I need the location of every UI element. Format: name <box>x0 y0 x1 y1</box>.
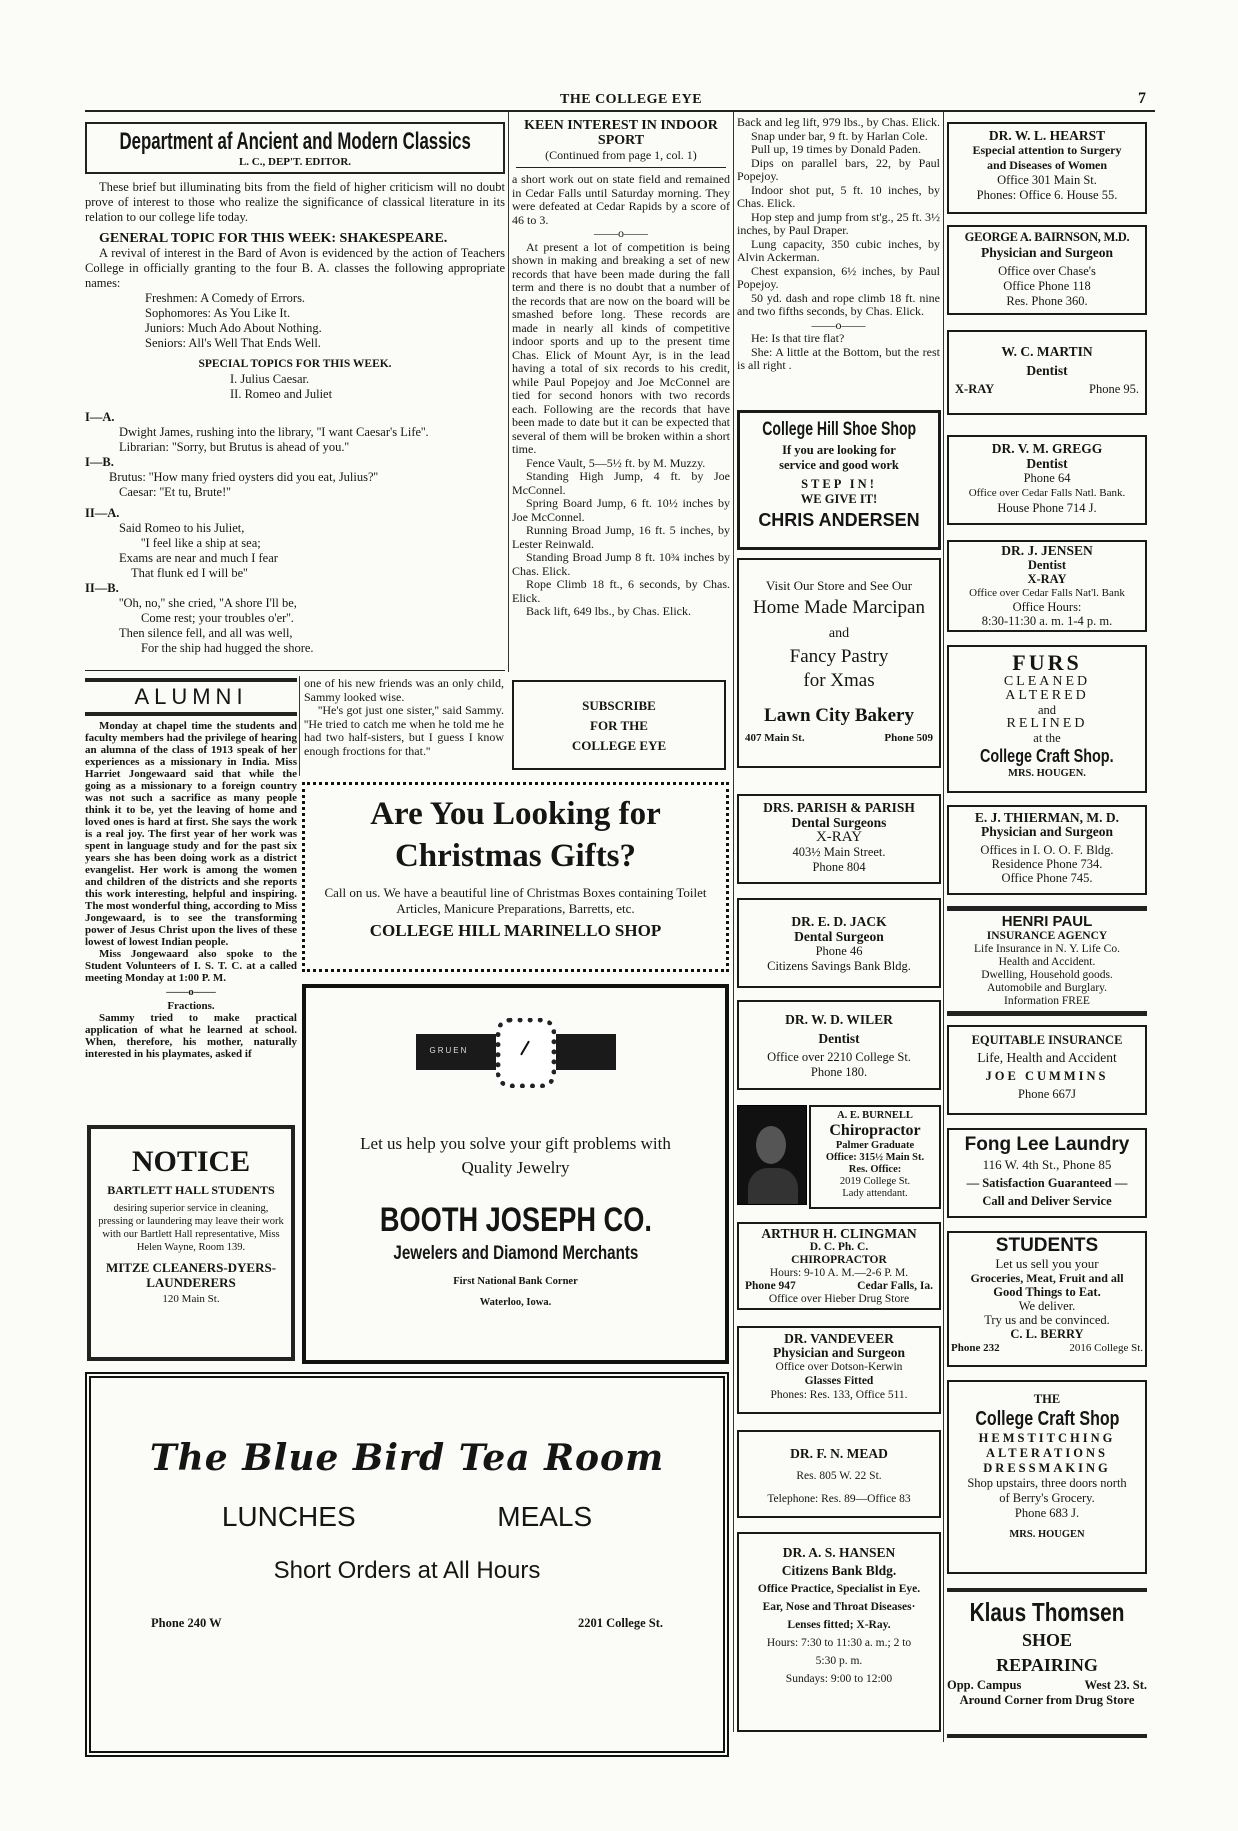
ad-line: College Craft Shop. <box>980 746 1114 766</box>
records-continued <box>737 116 940 373</box>
ad-line: THE <box>1033 1392 1061 1406</box>
ad-line: LUNCHES <box>221 1501 356 1532</box>
record: Standing High Jump, 4 ft. by Joe McConnel. <box>512 469 730 497</box>
class-name: Freshmen: A Comedy of Errors. <box>145 291 306 305</box>
ad-title: Fong Lee Laundry <box>964 1134 1130 1155</box>
ad-line: Citizens Bank Bldg. <box>781 1563 897 1578</box>
ad-line: House Phone 714 J. <box>997 501 1097 515</box>
class-name: Sophomores: As You Like It. <box>145 306 291 320</box>
ad-line: for Xmas <box>803 670 875 691</box>
furs-ad <box>947 645 1147 793</box>
ad-line: Phone 180. <box>810 1065 868 1079</box>
ad-line: Life Insurance in N. Y. Life Co. <box>974 943 1120 955</box>
ad-line: SHOE <box>1021 1630 1073 1650</box>
ad-title: E. J. THIERMAN, M. D. <box>974 810 1120 825</box>
class-name: Juniors: Much Ado About Nothing. <box>145 321 322 335</box>
ad-line: X-RAY <box>815 829 863 845</box>
joke-line: Brutus: ''How many fried oysters did you eat, Julius?'' <box>109 470 379 484</box>
record: Lung capacity, 350 cubic inches, by Alvin Ackerman. <box>737 236 940 264</box>
ad-title: DR. J. JENSEN <box>1001 543 1093 558</box>
sport-article <box>512 118 730 619</box>
classics-title: Department af Ancient and Modern Classics <box>119 128 471 155</box>
ad-line: Phone 947 <box>745 1280 796 1292</box>
sport-headline: KEEN INTEREST IN INDOOR SPORT <box>524 118 718 148</box>
ad-line: ALTERATIONS <box>986 1446 1108 1460</box>
ad-line: CHIROPRACTOR <box>791 1254 887 1266</box>
tea-room-phone: Phone 240 W <box>151 1616 222 1630</box>
ad-line: Phone 46 <box>815 944 863 958</box>
divider: ——o—— <box>166 986 216 998</box>
alumni-paragraph: Monday at chapel time the students and faculty members had the privilege of hearing an alumna of the class of 1913 speak of her experiences as a missionary in India. Miss Harriet Jongewaard said that while the going as a missionary to a foreign country was not such a sacrifice as many people think it to be, yet the leaving of home and loved ones is hard at first. She says the work is a real joy. The first year of her work was spent in language study and for the past six years she has been doing work as a district evangelist. Her work is among the women and children of the districts and she reports this work interesting, helpful and inspiring. The most wonderful thing, according to Miss Jongewaard, is to see the transforming power of Jesus Christ upon the lives of these lowest of lowest Indian people. <box>85 720 297 948</box>
column-rule <box>508 112 509 672</box>
ad-line: RELINED <box>1006 716 1088 731</box>
bakery-ad <box>737 558 941 768</box>
gregg-ad <box>947 435 1147 525</box>
christmas-gifts-ad <box>302 782 729 972</box>
ad-line: Office Hours: <box>1012 600 1082 614</box>
joke-line: Dwight James, rushing into the library, ''I want Caesar's Life''. <box>119 425 429 439</box>
fractions-continued <box>304 677 504 758</box>
clingman-ad <box>737 1222 941 1310</box>
joke-line: Librarian: ''Sorry, but Brutus is ahead of you.'' <box>119 440 350 454</box>
ad-title: DR. A. S. HANSEN <box>782 1545 896 1560</box>
ad-title: DR. VANDEVEER <box>784 1331 894 1346</box>
ad-line: JOE CUMMINS <box>985 1069 1109 1083</box>
ad-title: College Craft Shop <box>974 1408 1119 1430</box>
ad-line: service and good work <box>779 458 899 472</box>
portrait-icon <box>756 1126 786 1164</box>
ad-line: Dental Surgeons <box>791 815 887 830</box>
notice-body: desiring superior service in cleaning, pressing or laundering may leave their work with our Bartlett Hall representative, Miss Helen Wayne, Room 139. <box>98 1203 284 1253</box>
ad-line: Office over 2210 College St. <box>767 1050 911 1064</box>
ad-line: STEP IN! <box>801 477 877 491</box>
ad-line: First National Bank Corner <box>453 1276 578 1287</box>
column-rule <box>733 112 734 1732</box>
ad-line: at the <box>1033 731 1061 745</box>
ad-line: ALTERED <box>1005 688 1089 703</box>
subscribe-line: SUBSCRIBE <box>582 698 656 713</box>
section-label: I—A. <box>85 410 115 424</box>
ad-line: Try us and be convinced. <box>984 1313 1110 1327</box>
ad-title: DRS. PARISH & PARISH <box>763 800 915 815</box>
record: Fence Vault, 5—5½ ft. by M. Muzzy. <box>526 455 706 470</box>
tea-room-address: 2201 College St. <box>577 1616 663 1630</box>
jack-ad <box>737 898 941 988</box>
ad-title: DR. W. L. HEARST <box>988 128 1106 143</box>
ad-title: EQUITABLE INSURANCE <box>971 1033 1123 1047</box>
ad-line: and <box>828 626 850 641</box>
ad-line: Waterloo, Iowa. <box>479 1297 552 1308</box>
ad-line: Phone 232 <box>951 1342 1000 1354</box>
ad-line: Physician and Surgeon <box>980 245 1114 260</box>
divider: ——o—— <box>594 226 648 240</box>
topic: II. Romeo and Juliet <box>230 387 333 401</box>
alumni-heading: ALUMNI <box>134 684 248 709</box>
record: Standing Broad Jump 8 ft. 10¾ inches by Chas. Elick. <box>512 550 730 578</box>
bakery-phone: Phone 509 <box>884 732 933 744</box>
bakery-address: 407 Main St. <box>745 732 805 744</box>
notice-ad <box>87 1125 295 1361</box>
ad-line: INSURANCE AGENCY <box>986 930 1108 942</box>
ad-body: Call on us. We have a beautiful line of Christmas Boxes containing Toilet Articles, Manicure Preparations, Barretts, etc. <box>324 885 707 916</box>
ad-title: Klaus Thomsen <box>969 1597 1125 1627</box>
hansen-ad <box>737 1532 941 1732</box>
ad-line: Short Orders at All Hours <box>273 1557 541 1584</box>
notice-subtitle: BARTLETT HALL STUDENTS <box>107 1183 275 1197</box>
henri-paul-ad <box>947 906 1147 1016</box>
record: Hop step and jump from st'g., 25 ft. 3½ inches, by Paul Draper. <box>737 209 940 237</box>
ad-line: Especial attention to Surgery <box>972 143 1122 157</box>
ad-title: FURS <box>1012 650 1082 675</box>
ad-body: Let us help you solve your gift problems with Quality Jewelry <box>360 1134 671 1177</box>
record: Back lift, 649 lbs., by Chas. Elick. <box>526 604 691 618</box>
subscribe-line: COLLEGE EYE <box>571 738 667 753</box>
ad-line: Office Phone 118 <box>1003 279 1091 293</box>
divider <box>85 670 505 671</box>
ad-title: HENRI PAUL <box>1001 913 1093 930</box>
company-name: BOOTH JOSEPH CO. <box>379 1201 652 1239</box>
section-label: II—B. <box>85 581 119 595</box>
ad-line: Phone 667J <box>1018 1087 1076 1101</box>
ad-line: Physician and Surgeon <box>980 824 1114 839</box>
ad-line: Hours: 7:30 to 11:30 a. m.; 2 to <box>766 1637 912 1649</box>
ad-line: Dentist <box>1026 363 1068 378</box>
ad-title: STUDENTS <box>995 1235 1099 1256</box>
ad-line: Opp. Campus <box>947 1678 1022 1692</box>
ad-line: C. L. BERRY <box>1010 1327 1084 1341</box>
ad-title: A. E. BURNELL <box>837 1110 913 1121</box>
ad-line: Good Things to Eat. <box>993 1285 1101 1299</box>
verse-line: That flunk ed I will be'' <box>131 566 248 580</box>
ad-line: Offices in I. O. O. F. Bldg. <box>980 843 1114 857</box>
alumni-section <box>85 678 297 1060</box>
ad-title: DR. V. M. GREGG <box>991 441 1103 456</box>
ad-headline: Are You Looking for <box>370 796 661 832</box>
verse-line: Then silence fell, and all was well, <box>119 626 293 640</box>
ad-line: Information FREE <box>1004 995 1090 1007</box>
masthead-title: THE COLLEGE EYE <box>560 92 703 107</box>
classics-intro: These brief but illuminating bits from the field of higher criticism will no doubt prove of interest to those who realize the significance of classical literature in its relation to our college life today. <box>85 180 505 224</box>
ad-title: GEORGE A. BAIRNSON, M.D. <box>964 230 1130 244</box>
ad-line: Dental Surgeon <box>794 929 884 944</box>
ad-line: MRS. HOUGEN <box>1009 1529 1085 1540</box>
ad-line: If you are looking for <box>782 443 896 457</box>
ad-line: Office over Chase's <box>998 264 1096 278</box>
ad-line: CLEANED <box>1003 674 1091 689</box>
tea-room-name: The Blue Bird Tea Room <box>149 1437 665 1479</box>
ad-line: and <box>1037 703 1057 717</box>
ad-line: MRS. HOUGEN. <box>1008 768 1086 779</box>
parish-ad <box>737 794 941 884</box>
classics-title-box <box>85 122 505 174</box>
ad-line: Let us sell you your <box>995 1256 1099 1271</box>
ad-line: Phone 95. <box>1089 382 1139 396</box>
verse-line: ''I feel like a ship at sea; <box>141 536 261 550</box>
craft-shop-ad <box>947 1380 1147 1574</box>
joke-line: He: Is that tire flat? <box>751 331 845 345</box>
ad-line: 403½ Main Street. <box>792 845 886 859</box>
ad-line: Phones: Res. 133, Office 511. <box>770 1389 908 1401</box>
classics-revival: A revival of interest in the Bard of Avon is evidenced by the action of Teachers College in officially granting to the four B. A. classes the following appropriate names: <box>85 246 505 290</box>
booth-joseph-ad <box>302 984 729 1364</box>
record: Dips on parallel bars, 22, by Paul Popejoy. <box>737 155 940 183</box>
burnell-photo <box>737 1105 807 1205</box>
ad-line: Res. Phone 360. <box>1006 294 1088 308</box>
fractions-paragraph: ''He's got just one sister,'' said Sammy. ''He tried to catch me when he told me he had two half-sisters, but I guess I know enough froctions for that.'' <box>304 703 504 758</box>
wiler-ad <box>737 1000 941 1090</box>
ad-line: Phone 683 J. <box>1014 1506 1080 1520</box>
vandeveer-ad <box>737 1326 941 1414</box>
ad-line: 8:30-11:30 a. m. 1-4 p. m. <box>981 614 1113 628</box>
jensen-ad <box>947 540 1147 632</box>
ad-line: REPAIRING <box>996 1655 1098 1675</box>
ad-line: Chiropractor <box>829 1122 921 1139</box>
ad-line: Physician and Surgeon <box>772 1345 906 1360</box>
ad-line: Office over Hieber Drug Store <box>768 1293 910 1305</box>
ad-line: Automobile and Burglary. <box>986 982 1108 994</box>
record: Spring Board Jump, 6 ft. 10½ inches by Joe McConnel. <box>512 496 730 524</box>
ad-line: Residence Phone 734. <box>991 857 1103 871</box>
ad-line: Phones: Office 6. House 55. <box>976 188 1118 202</box>
ad-line: 2016 College St. <box>1069 1342 1143 1354</box>
sport-paragraph: At present a lot of competition is being shown in making and breaking a set of new records that have been made during the fall term and there is no doubt that a number of the records that are now on the board will be smashed before long. These records are made in nearly all kinds of competitive indoor sports and up to the present time Chas. Elick of Mount Ayr, is in the lead having a total of six records to his credit, while Paul Popejoy and Joe McConnel are tied for second honors with two records each. Following are the records that have been made to date but it can be expected that several of them will be broken within a short time. <box>512 239 730 456</box>
ad-line: Ear, Nose and Throat Diseases· <box>762 1601 916 1613</box>
company-address: 120 Main St. <box>162 1293 220 1305</box>
ad-line: West 23. St. <box>1084 1678 1147 1692</box>
subscribe-ad <box>512 680 726 770</box>
ad-line: of Berry's Grocery. <box>999 1491 1095 1505</box>
record: Rope Climb 18 ft., 6 seconds, by Chas. Elick. <box>512 577 730 605</box>
fong-lee-ad <box>947 1128 1147 1218</box>
masthead-rule <box>85 110 1155 112</box>
shoe-shop-name: College Hill Shoe Shop <box>762 419 916 440</box>
shoe-shop-owner: CHRIS ANDERSEN <box>758 510 920 530</box>
column-rule <box>943 112 944 1742</box>
ad-line: Glasses Fitted <box>804 1375 874 1387</box>
ad-line: Around Corner from Drug Store <box>959 1693 1135 1707</box>
ad-line: — Satisfaction Guaranteed — <box>966 1176 1128 1190</box>
record: Chest expansion, 6½ inches, by Paul Popejoy. <box>737 263 940 291</box>
ad-line: Home Made Marcipan <box>753 597 925 618</box>
ad-line: Palmer Graduate <box>835 1140 915 1151</box>
fractions-paragraph: Sammy tried to make practical application of what he learned at school. When, therefore, his mother, naturally interested in his playmates, asked if <box>85 1012 297 1060</box>
ad-line: Lady attendant. <box>842 1188 908 1199</box>
ad-line: Cedar Falls, Ia. <box>857 1280 933 1292</box>
ad-line: X-RAY <box>955 382 995 396</box>
ad-line: Office over Dotson-Kerwin <box>775 1361 903 1373</box>
students-ad <box>947 1231 1147 1367</box>
ad-line: Groceries, Meat, Fruit and all <box>970 1271 1124 1285</box>
ad-line: Office: 315½ Main St. <box>825 1152 925 1163</box>
sport-paragraph: a short work out on state field and remained in Cedar Falls until Saturday morning. They were defeated at Cedar Rapids by a score of 46 to 3. <box>512 172 730 227</box>
ad-line: 116 W. 4th St., Phone 85 <box>982 1157 1112 1172</box>
burnell-ad <box>809 1105 941 1209</box>
mead-ad <box>737 1430 941 1518</box>
equitable-ad <box>947 1025 1147 1115</box>
divider: ——o—— <box>811 317 866 332</box>
watch-brand: GRUEN <box>429 1046 469 1055</box>
ad-line: 2019 College St. <box>839 1176 911 1187</box>
column-rule <box>299 676 300 776</box>
ad-line: Citizens Savings Bank Bldg. <box>767 959 911 973</box>
fractions-heading: Fractions. <box>167 1000 215 1012</box>
ad-title: DR. E. D. JACK <box>791 914 887 929</box>
ad-line: Health and Accident. <box>998 956 1096 968</box>
ad-line: Dentist <box>1026 456 1068 471</box>
record: Back and leg lift, 979 lbs., by Chas. Elick. <box>737 115 940 129</box>
ad-line: Hours: 9-10 A. M.—2-6 P. M. <box>769 1267 909 1279</box>
ad-line: Shop upstairs, three doors north <box>967 1476 1127 1490</box>
topic: I. Julius Caesar. <box>230 372 310 386</box>
ad-line: X-RAY <box>1027 572 1067 586</box>
classics-section <box>85 122 505 656</box>
verse-line: Come rest; your troubles o'er''. <box>141 611 294 625</box>
verse-line: For the ship had hugged the shore. <box>141 641 314 655</box>
ad-line: Dentist <box>818 1031 860 1046</box>
ad-line: Telephone: Res. 89—Office 83 <box>767 1493 911 1505</box>
verse-line: Said Romeo to his Juliet, <box>119 521 245 535</box>
fractions-paragraph: one of his new friends was an only child, Sammy looked wise. <box>304 676 504 704</box>
ad-title: DR. W. D. WILER <box>785 1012 893 1027</box>
ad-title: DR. F. N. MEAD <box>790 1446 888 1461</box>
class-name: Seniors: All's Well That Ends Well. <box>145 336 321 350</box>
company-name: MITZE CLEANERS-DYERS-LAUNDERERS <box>105 1260 277 1290</box>
notice-title: NOTICE <box>131 1145 251 1178</box>
record: Indoor shot put, 5 ft. 10 inches, by Chas. Elick. <box>737 182 940 210</box>
joke-line: She: A little at the Bottom, but the rest is all right . <box>737 344 940 372</box>
thierman-ad <box>947 805 1147 895</box>
ad-line: WE GIVE IT! <box>800 492 878 506</box>
ad-title: ARTHUR H. CLINGMAN <box>761 1226 917 1241</box>
ad-line: Phone 64 <box>1023 471 1071 485</box>
ad-line: MEALS <box>497 1501 593 1532</box>
alumni-paragraph: Miss Jongewaard also spoke to the Student Volunteers of I. S. T. C. at a called meeting Monday at 1:00 P. M. <box>85 948 297 984</box>
verse-line: ''Oh, no,'' she cried, ''A shore I'll be, <box>119 596 297 610</box>
general-topic: GENERAL TOPIC FOR THIS WEEK: SHAKESPEARE. <box>99 231 448 246</box>
hearst-ad <box>947 122 1147 214</box>
section-label: I—B. <box>85 455 114 469</box>
blue-bird-ad <box>85 1372 729 1757</box>
ad-line: Phone 804 <box>812 860 866 874</box>
bakery-name: Lawn City Bakery <box>764 705 914 726</box>
bairnson-ad <box>947 225 1147 315</box>
ad-line: Sundays: 9:00 to 12:00 <box>785 1673 893 1685</box>
ad-line: Res. 805 W. 22 St. <box>796 1470 882 1482</box>
ad-line: 5:30 p. m. <box>815 1655 863 1667</box>
record: 50 yd. dash and rope climb 18 ft. nine and two fifths seconds, by Chas. Elick. <box>737 290 940 318</box>
ad-line: and Diseases of Women <box>986 158 1108 172</box>
section-label: II—A. <box>85 506 120 520</box>
subscribe-line: FOR THE <box>590 718 648 733</box>
record: Snap under bar, 9 ft. by Harlan Cole. <box>751 128 928 143</box>
martin-ad <box>947 330 1147 415</box>
joke-line: Caesar: ''Et tu, Brute!'' <box>119 485 231 499</box>
ad-line: HEMSTITCHING <box>978 1431 1116 1445</box>
ad-line: Call and Deliver Service <box>982 1194 1112 1208</box>
shoe-shop-ad <box>737 410 941 550</box>
ad-line: Office over Cedar Falls Nat'l. Bank <box>969 587 1125 599</box>
company-tagline: Jewelers and Diamond Merchants <box>393 1243 638 1264</box>
ad-line: DRESSMAKING <box>983 1461 1111 1475</box>
verse-line: Exams are near and much I fear <box>119 551 278 565</box>
ad-line: Dentist <box>1027 558 1067 572</box>
page-number: 7 <box>1138 90 1146 107</box>
watch-illustration <box>416 1018 616 1090</box>
special-topics-heading: SPECIAL TOPICS FOR THIS WEEK. <box>198 358 392 370</box>
classics-editor: L. C., DEP'T. EDITOR. <box>238 156 352 168</box>
ad-headline: Christmas Gifts? <box>394 838 637 874</box>
ad-line: Visit Our Store and See Our <box>765 578 913 593</box>
ad-line: Res. Office: <box>848 1164 902 1175</box>
ad-line: Office Phone 745. <box>1001 871 1093 885</box>
record: Running Broad Jump, 16 ft. 5 inches, by Lester Reinwald. <box>512 523 730 551</box>
ad-line: Office 301 Main St. <box>997 173 1097 187</box>
record: Pull up, 19 times by Donald Paden. <box>751 142 921 156</box>
ad-line: Lenses fitted; X-Ray. <box>787 1619 891 1631</box>
ad-line: Fancy Pastry <box>789 646 889 667</box>
ad-title: W. C. MARTIN <box>1001 344 1093 359</box>
ad-line: Office Practice, Specialist in Eye. <box>757 1583 921 1595</box>
klaus-thomsen-ad <box>947 1588 1147 1738</box>
watch-face-icon <box>496 1018 556 1088</box>
ad-line: D. C. Ph. C. <box>809 1241 869 1253</box>
sport-continued: (Continued from page 1, col. 1) <box>545 148 697 162</box>
ad-line: Life, Health and Accident <box>977 1050 1117 1065</box>
ad-line: Office over Cedar Falls Natl. Bank. <box>968 487 1126 499</box>
ad-line: We deliver. <box>1018 1299 1076 1313</box>
shop-name: COLLEGE HILL MARINELLO SHOP <box>369 921 662 940</box>
ad-line: Dwelling, Household goods. <box>981 969 1113 981</box>
